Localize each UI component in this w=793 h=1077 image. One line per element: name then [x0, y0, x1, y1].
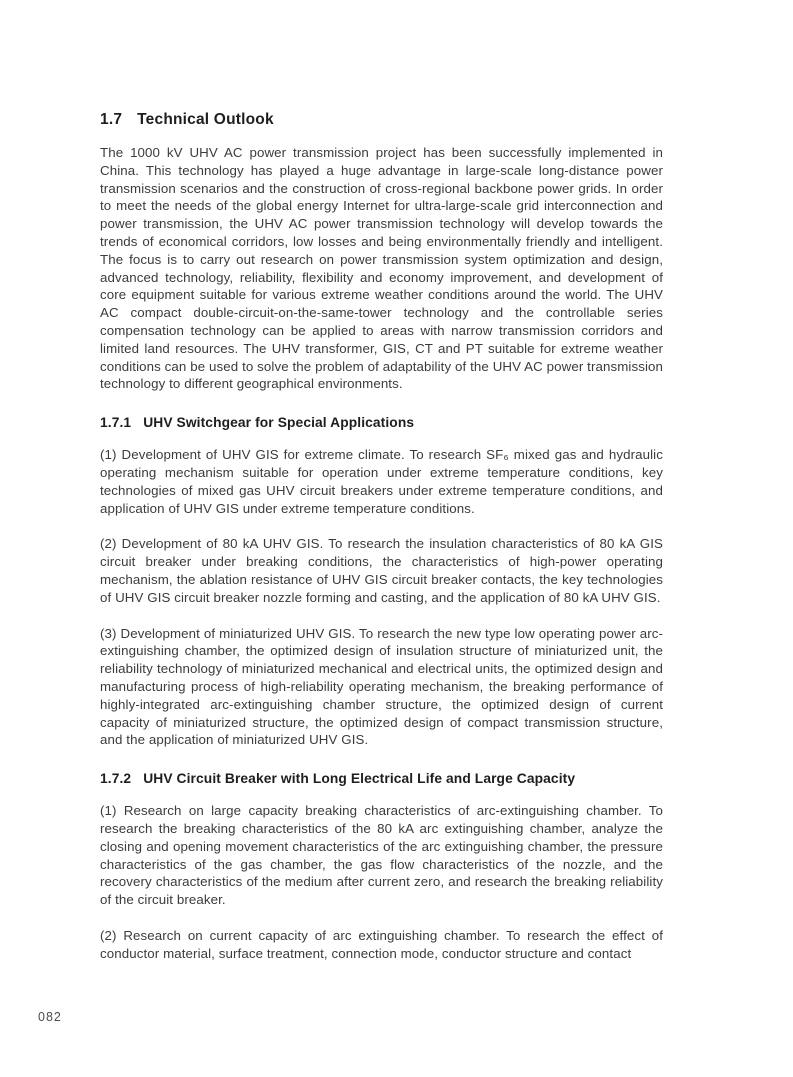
section-1-7-number: 1.7 — [100, 111, 123, 128]
paragraph-1-7-1-item-1: (1) Development of UHV GIS for extreme climate. To research SF₆ mixed gas and hydraulic operating mechanism suitable for operation under extreme temperature conditions, key technologies of mixed gas UHV circuit breakers under extreme temperature conditions, and application of UHV GIS under extreme temperature conditions. — [100, 447, 663, 516]
paragraph-1-7-1-item-3: (3) Development of miniaturized UHV GIS. To research the new type low operating power arc-extinguishing chamber, the optimized design of insulation structure of miniaturized unit, the reliability technology of miniaturized mechanical and electrical units, the optimized design and manufacturing process of high-reliability operating mechanism, the breaking performance of highly-integrated arc-extinguishing chamber structure, the optimized design of current capacity of miniaturized structure, the optimized design of compact transmission structure, and the application of miniaturized UHV GIS. — [100, 625, 663, 748]
section-1-7-1-title: UHV Switchgear for Special Applications — [143, 415, 415, 431]
page-content — [100, 0, 663, 962]
section-1-7-2-title: UHV Circuit Breaker with Long Electrical Life and Large Capacity — [143, 771, 576, 787]
section-heading-1-7 — [100, 110, 663, 130]
section-1-7-1-number: 1.7.1 — [100, 415, 132, 431]
paragraph-1-7-2-item-1: (1) Research on large capacity breaking characteristics of arc-extinguishing chamber. To research the breaking characteristics of the 80 kA arc extinguishing chamber, analyze the closing and opening movement characteristics of the arc extinguishing chamber, the pressure characteristics of the gas chamber, the gas flow characteristics of the nozzle, and the recovery characteristics of the medium after current zero, and research the breaking reliability of the circuit breaker. — [100, 803, 663, 908]
section-1-7-2-number: 1.7.2 — [100, 771, 132, 787]
section-heading-1-7-2 — [100, 770, 663, 788]
paragraph-1-7-1-item-2: (2) Development of 80 kA UHV GIS. To research the insulation characteristics of 80 kA GIS circuit breaker under breaking conditions, the characteristics of high-power operating mechanism, the ablation resistance of UHV GIS circuit breaker contacts, the key technologies of UHV GIS circuit breaker nozzle forming and casting, and the application of 80 kA UHV GIS. — [100, 536, 663, 605]
intro-paragraph: The 1000 kV UHV AC power transmission project has been successfully implemented in China. This technology has played a huge advantage in large-scale long-distance power transmission scenarios and the construction of cross-regional backbone power grids. In order to meet the needs of the global energy Internet for ultra-large-scale grid interconnection and power transmission, the UHV AC power transmission technology will develop towards the trends of economical corridors, low losses and being environmentally friendly and intelligent. The focus is to carry out research on power transmission system optimization and design, advanced technology, reliability, flexibility and economy improvement, and development of core equipment suitable for various extreme weather conditions around the world. The UHV AC compact double-circuit-on-the-same-tower technology and the controllable series compensation technology can be applied to areas with narrow transmission corridors and limited land resources. The UHV transformer, GIS, CT and PT suitable for extreme weather conditions can be used to solve the problem of adaptability of the UHV AC power transmission technology to different geographical environments. — [100, 145, 663, 392]
section-heading-1-7-1 — [100, 414, 663, 432]
page-number: 082 — [38, 1010, 62, 1024]
section-1-7-title: Technical Outlook — [137, 111, 274, 128]
paragraph-1-7-2-item-2: (2) Research on current capacity of arc extinguishing chamber. To research the effect of conductor material, surface treatment, connection mode, conductor structure and contact — [100, 927, 663, 961]
